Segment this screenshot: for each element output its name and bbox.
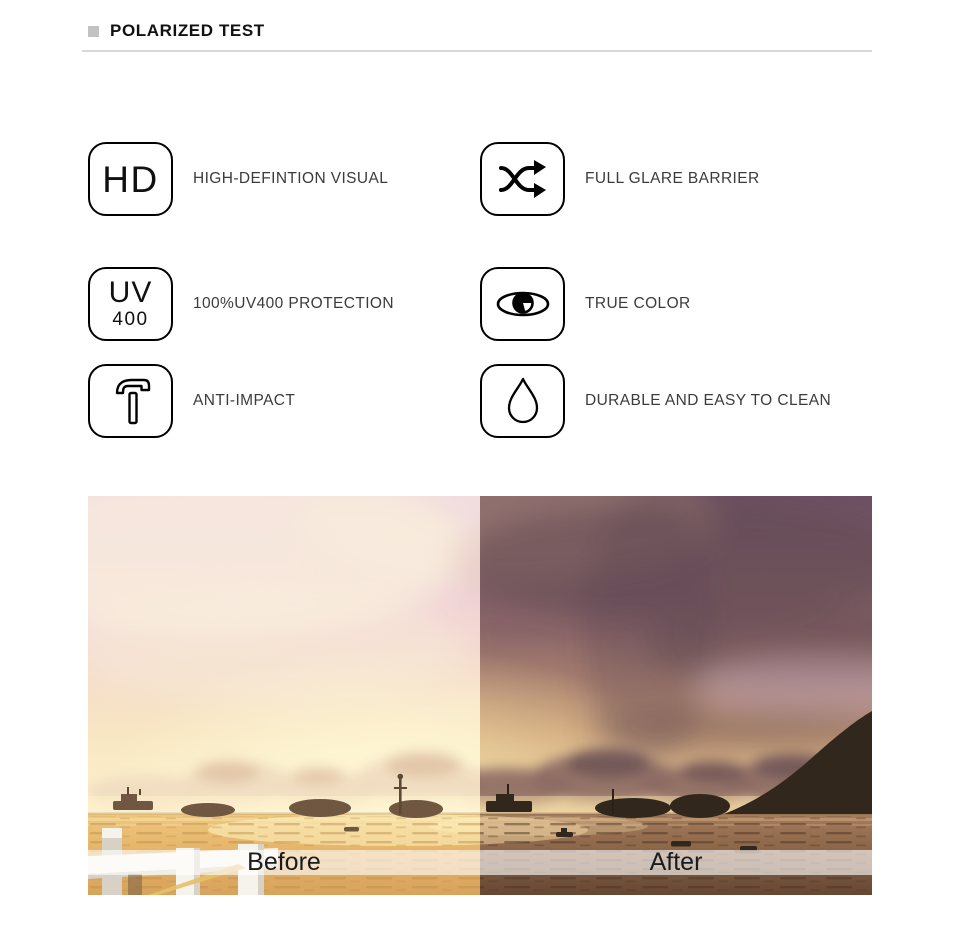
feature-true-color <box>480 244 872 364</box>
comparison-photo <box>88 496 872 895</box>
before-after-band <box>88 850 872 875</box>
uv400-badge-icon <box>88 267 173 341</box>
feature-true-color-label: TRUE COLOR <box>585 295 691 312</box>
section-header <box>0 0 960 41</box>
header-divider <box>82 50 872 52</box>
shuffle-arrows-icon <box>480 142 565 216</box>
feature-hd-label: HIGH-DEFINTION VISUAL <box>193 170 389 187</box>
water-drop-icon <box>480 364 565 438</box>
sunset-scene-before <box>88 496 480 895</box>
eye-icon <box>480 267 565 341</box>
hammer-glyph <box>106 374 156 428</box>
feature-easy-clean-label: DURABLE AND EASY TO CLEAN <box>585 392 832 409</box>
section-title: POLARIZED TEST <box>110 21 265 40</box>
after-label: After <box>649 848 703 876</box>
uv-badge-subtext: 400 <box>112 308 149 330</box>
before-label: Before <box>247 848 321 876</box>
sunset-scene-after <box>480 496 872 895</box>
water-drop-glyph <box>501 375 545 427</box>
hd-badge-icon <box>88 142 173 216</box>
feature-glare-label: FULL GLARE BARRIER <box>585 170 760 187</box>
feature-hd <box>88 114 480 244</box>
uv-badge-text: UV <box>108 276 153 310</box>
feature-uv400-label: 100%UV400 PROTECTION <box>193 295 394 312</box>
feature-glare <box>480 114 872 244</box>
shuffle-arrows-glyph <box>496 156 550 202</box>
feature-uv400 <box>88 244 480 364</box>
features-grid <box>88 114 872 438</box>
eye-glyph <box>494 286 552 322</box>
feature-anti-impact-label: ANTI-IMPACT <box>193 392 296 409</box>
photo-after-half <box>480 496 872 895</box>
photo-before-half <box>88 496 480 895</box>
hammer-icon <box>88 364 173 438</box>
square-bullet-icon <box>88 26 99 37</box>
hd-badge-text: HD <box>102 158 159 200</box>
feature-anti-impact <box>88 364 480 438</box>
feature-easy-clean <box>480 364 872 438</box>
